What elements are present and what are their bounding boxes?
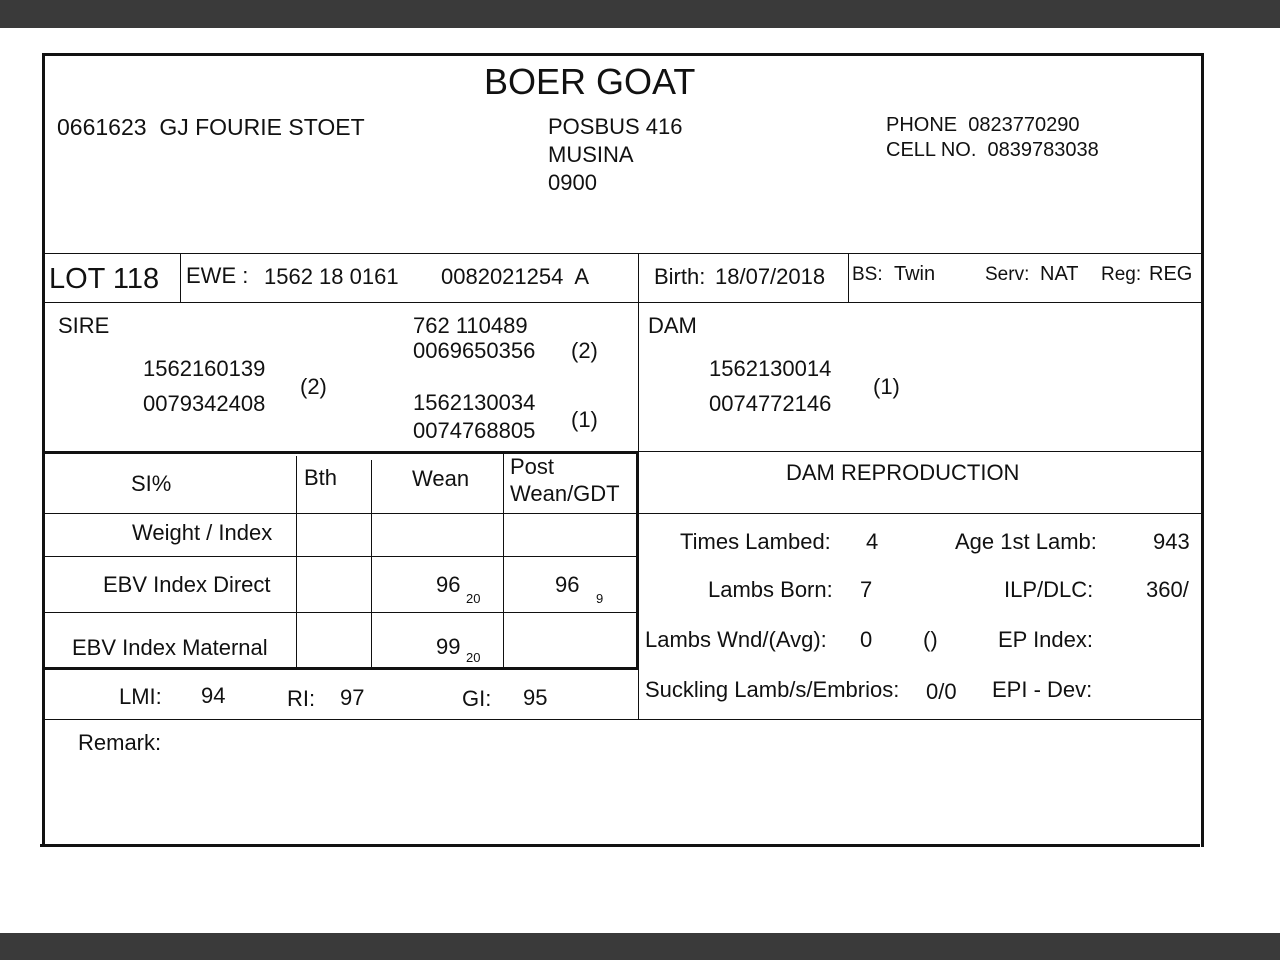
card-title: BOER GOAT <box>484 61 696 102</box>
lambs-weaned-label: Lambs Wnd/(Avg): <box>645 627 827 652</box>
divider-indices-bottom <box>44 719 1202 720</box>
ebv-direct-label: EBV Index Direct <box>103 572 271 597</box>
ebv-direct-wean: 96 <box>436 572 461 597</box>
dam-registration: 0074772146 <box>709 391 832 416</box>
ebv-maternal-label: EBV Index Maternal <box>72 635 268 660</box>
ilp-dlc-value: 360/ <box>1146 577 1189 602</box>
dam-id: 1562130014 <box>709 356 832 381</box>
remark-label: Remark: <box>78 730 162 755</box>
sire-registration: 0079342408 <box>143 391 266 416</box>
divider-perf-bottom-thick <box>44 667 639 670</box>
vdiv-lot <box>180 253 181 303</box>
epi-dev-label: EPI - Dev: <box>992 677 1093 702</box>
weight-index-label: Weight / Index <box>132 520 273 545</box>
ri-label: RI: <box>287 686 316 711</box>
gi-value: 95 <box>523 685 548 710</box>
birth-label: Birth: <box>654 264 706 289</box>
border-right <box>1201 53 1204 847</box>
suckling-label: Suckling Lamb/s/Embrios: <box>645 677 900 702</box>
divider-lot-bottom <box>44 302 1202 303</box>
sire-sire-id: 762 110489 <box>413 313 528 338</box>
ebv-direct-post-sub: 9 <box>596 591 604 606</box>
sire-dam-grade: (1) <box>571 407 598 432</box>
lambs-weaned-avg: () <box>923 627 938 652</box>
vdiv-birth <box>848 253 849 303</box>
bs-label: BS: <box>852 264 883 285</box>
times-lambed-label: Times Lambed: <box>680 529 831 554</box>
reg-label: Reg: <box>1101 264 1142 285</box>
lambs-born-label: Lambs Born: <box>708 577 833 602</box>
birth-date: 18/07/2018 <box>715 264 826 289</box>
bs-value: Twin <box>894 263 936 285</box>
divider-lot-top <box>44 253 1202 254</box>
ilp-dlc-label: ILP/DLC: <box>1004 577 1094 602</box>
border-bottom <box>40 844 1200 847</box>
suckling-value: 0/0 <box>926 679 957 704</box>
sire-dam-id: 1562130034 <box>413 390 536 415</box>
ebv-direct-post: 96 <box>555 572 580 597</box>
sire-id: 1562160139 <box>143 356 266 381</box>
border-left <box>42 53 45 847</box>
vdiv-bth <box>296 456 297 668</box>
ewe-id: 1562 18 0161 <box>264 264 399 289</box>
dam-reproduction-title: DAM REPRODUCTION <box>786 460 1020 485</box>
divider-perf-row1 <box>44 556 638 557</box>
cell-number: CELL NO. 0839783038 <box>886 139 1099 161</box>
ewe-registration: 0082021254 A <box>441 264 590 289</box>
post-header-line2: Wean/GDT <box>510 481 620 506</box>
dam-grade: (1) <box>873 374 900 399</box>
lot-number: LOT 118 <box>49 263 160 295</box>
times-lambed-value: 4 <box>866 529 879 554</box>
divider-dam-title <box>638 513 1202 514</box>
age-first-lamb-label: Age 1st Lamb: <box>955 529 1097 554</box>
address-line-2: MUSINA <box>548 142 634 167</box>
post-header-line1: Post <box>510 454 555 479</box>
ebv-direct-wean-sub: 20 <box>466 591 481 606</box>
phone-number: PHONE 0823770290 <box>886 114 1080 136</box>
breeder-name: 0661623 GJ FOURIE STOET <box>57 114 365 140</box>
sire-grade: (2) <box>300 374 327 399</box>
dam-label: DAM <box>648 313 697 338</box>
ebv-maternal-wean: 99 <box>436 634 461 659</box>
sire-label: SIRE <box>58 313 110 338</box>
vdiv-perf-thick <box>636 451 639 670</box>
age-first-lamb-value: 943 <box>1153 529 1190 554</box>
serv-label: Serv: <box>985 264 1030 285</box>
lmi-label: LMI: <box>119 684 162 709</box>
ep-index-label: EP Index: <box>998 627 1093 652</box>
reg-value: REG <box>1149 263 1193 285</box>
gi-label: GI: <box>462 686 492 711</box>
sire-dam-registration: 0074768805 <box>413 418 536 443</box>
ri-value: 97 <box>340 685 365 710</box>
lmi-value: 94 <box>201 683 226 708</box>
lambs-born-value: 7 <box>860 577 873 602</box>
divider-perf-row2 <box>44 612 638 613</box>
lambs-weaned-value: 0 <box>860 627 873 652</box>
vdiv-wean <box>371 460 372 668</box>
address-line-1: POSBUS 416 <box>548 114 683 139</box>
bth-header: Bth <box>304 465 338 490</box>
ewe-label: EWE : <box>186 263 249 288</box>
vdiv-post <box>503 454 504 668</box>
si-percent-header: SI% <box>131 471 172 496</box>
address-line-3: 0900 <box>548 170 597 195</box>
border-top <box>42 53 1204 56</box>
sire-sire-grade: (2) <box>571 338 598 363</box>
serv-value: NAT <box>1040 263 1079 285</box>
divider-perf-header <box>44 513 638 514</box>
sire-sire-registration: 0069650356 <box>413 338 536 363</box>
ebv-maternal-wean-sub: 20 <box>466 650 481 665</box>
wean-header: Wean <box>412 466 470 491</box>
